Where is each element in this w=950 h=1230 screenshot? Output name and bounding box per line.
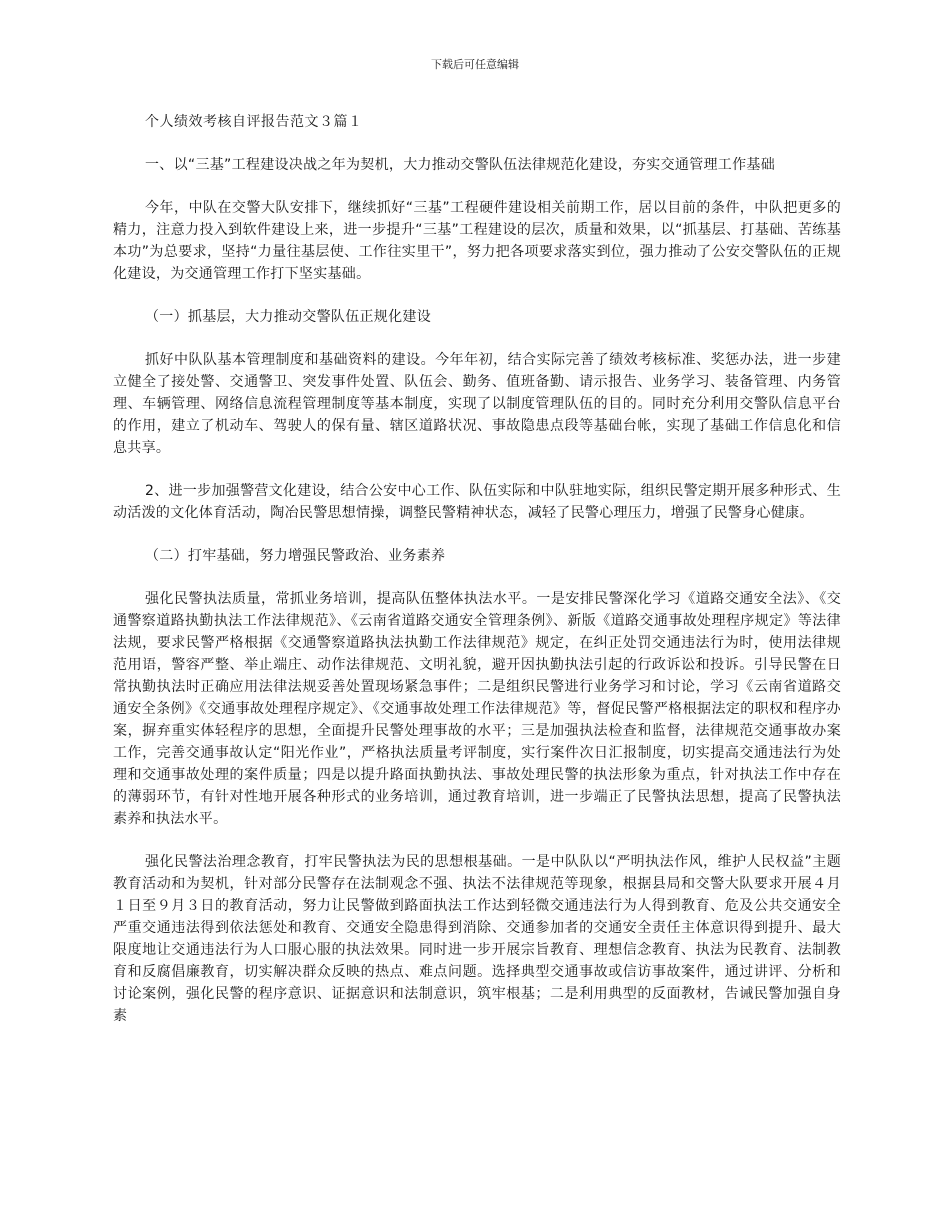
document-body bbox=[113, 111, 841, 1027]
paragraph-intro: 今年，中队在交警大队安排下，继续抓好“三基”工程硬件建设相关前期工作，居以目前的条件，中队把更多的精力，注意力投入到软件建设上来，进一步提升“三基”工程建设的层次，质量和效果，以“抓基层、打基础、苦练基本功”为总要求，坚持“力量往基层使、工作往实里干”，努力把各项要求落实到位，强力推动了公安交警队伍的正规化建设，为交通管理工作打下坚实基础。 bbox=[113, 200, 841, 282]
subsection-heading-2: （二）打牢基础，努力增强民警政治、业务素养 bbox=[145, 548, 446, 564]
paragraph-culture: 2、进一步加强警营文化建设，结合公安中心工作、队伍实际和中队驻地实际，组织民警定期开展多种形式、生动活泼的文化体育活动，陶冶民警思想情操，调整民警精神状态，减轻了民警心理压力，增强了民警身心健康。 bbox=[113, 483, 841, 521]
document-title: 个人绩效考核自评报告范文３篇１ bbox=[145, 114, 363, 130]
paragraph-training: 强化民警执法质量，常抓业务培训，提高队伍整体执法水平。一是安排民警深化学习《道路交通安全法》、《交通警察道路执勤执法工作法律规范》、《云南省道路交通安全管理条例》、新版《道路交通事故处理程序规定》等法律法规，要求民警严格根据《交通警察道路执法执勤工作法律规范》规定，在纠正处罚交通违法行为时，使用法律规范用语，警容严整、举止端庄、动作法律规范、文明礼貌，避开因执勤执法引起的行政诉讼和投诉。引导民警在日常执勤执法时正确应用法律法规妥善处置现场紧急事件；二是组织民警进行业务学习和讨论，学习《云南省道路交通安全条例》《交通事故处理程序规定》、《交通事故处理工作法律规范》等，督促民警严格根据法定的职权和程序办案，摒弃重实体轻程序的思想，全面提升民警处理事故的水平；三是加强执法检查和监督，法律规范交通事故办案工作，完善交通事故认定“阳光作业”，严格执法质量考评制度，实行案件次日汇报制度，切实提高交通违法行为处理和交通事故处理的案件质量；四是以提升路面执勤执法、事故处理民警的执法形象为重点，针对执法工作中存在的薄弱环节，有针对性地开展各种形式的业务培训，通过教育培训，进一步端正了民警执法思想，提高了民警执法素养和执法水平。 bbox=[113, 591, 841, 827]
section-heading-1: 一、以“三基”工程建设决战之年为契机，大力推动交警队伍法律规范化建设，夯实交通管理工作基础 bbox=[145, 157, 776, 173]
paragraph-education: 强化民警法治理念教育，打牢民警执法为民的思想根基础。一是中队队以“严明执法作风，维护人民权益”主题教育活动和为契机，针对部分民警存在法制观念不强、执法不法律规范等现象，根据县局和交警大队要求开展４月１日至９月３日的教育活动，努力让民警做到路面执法工作达到轻微交通违法行为人得到教育、危及公共交通安全严重交通违法得到依法惩处和教育、交通安全隐患得到消除、交通参加者的交通安全责任主体意识得到提升、最大限度地让交通违法行为人口服心服的执法效果。同时进一步开展宗旨教育、理想信念教育、执法为民教育、法制教育和反腐倡廉教育，切实解决群众反映的热点、难点问题。选择典型交通事故或信访事故案件，通过讲评、分析和讨论案例，强化民警的程序意识、证据意识和法制意识，筑牢根基；二是利用典型的反面教材，告诫民警加强自身素 bbox=[113, 854, 841, 1024]
header-note: 下载后可任意编辑 bbox=[431, 58, 519, 71]
subsection-heading-1: （一）抓基层，大力推动交警队伍正规化建设 bbox=[145, 309, 431, 325]
paragraph-management: 抓好中队队基本管理制度和基础资料的建设。今年年初，结合实际完善了绩效考核标准、奖惩办法，进一步建立健全了接处警、交通警卫、突发事件处置、队伍会、勤务、值班备勤、请示报告、业务学习、装备管理、内务管理、车辆管理、网络信息流程管理制度等基本制度，实现了以制度管理队伍的目的。同时充分利用交警队信息平台的作用，建立了机动车、驾驶人的保有量、辖区道路状况、事故隐患点段等基础台帐，实现了基础工作信息化和信息共享。 bbox=[113, 352, 841, 456]
